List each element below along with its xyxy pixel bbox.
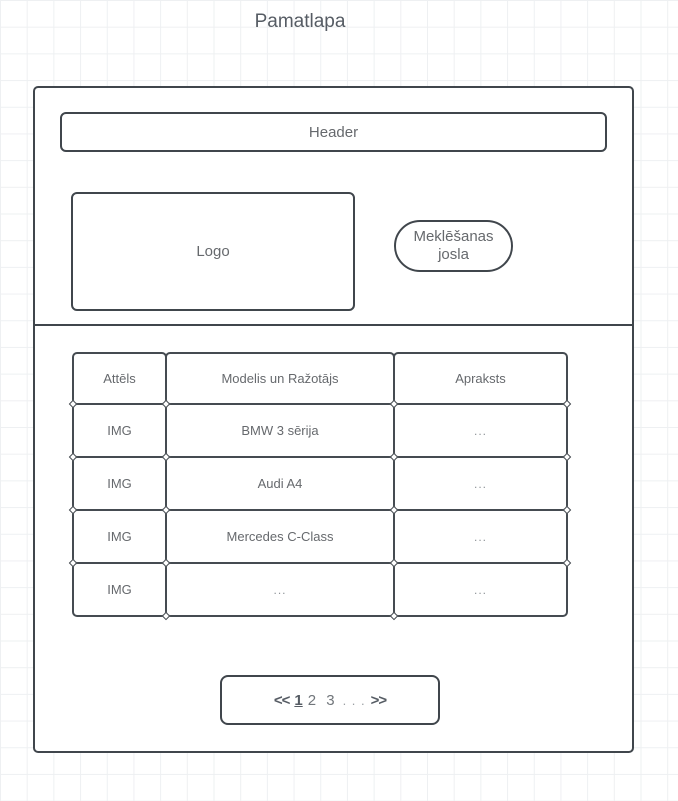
table-cell-image[interactable]: IMG: [72, 456, 167, 511]
header-box[interactable]: [60, 112, 607, 152]
table-cell-image[interactable]: IMG: [72, 562, 167, 617]
table-header-cell[interactable]: Apraksts: [393, 352, 568, 405]
pagination-box[interactable]: [220, 675, 440, 725]
table-cell-model[interactable]: BMW 3 sērija: [165, 403, 395, 458]
table-cell-description[interactable]: ...: [393, 509, 568, 564]
table-cell-description[interactable]: ...: [393, 456, 568, 511]
table-header-cell[interactable]: Modelis un Ražotājs: [165, 352, 395, 405]
table-cell-image[interactable]: IMG: [72, 403, 167, 458]
search-bar-pill[interactable]: [394, 220, 513, 272]
header-label: Header: [308, 123, 359, 141]
pagination-next[interactable]: >>: [370, 691, 387, 709]
logo-label: Logo: [196, 243, 230, 260]
table-cell-model[interactable]: Audi A4: [165, 456, 395, 511]
pagination-page-current[interactable]: 1: [294, 691, 303, 709]
pagination-ellipsis: . . .: [342, 692, 366, 708]
content-divider: [35, 324, 632, 326]
table-cell-description[interactable]: ...: [393, 562, 568, 617]
search-bar-label: Meklēšanas josla: [413, 227, 494, 263]
cars-table: [73, 353, 567, 616]
main-page-frame[interactable]: [33, 86, 634, 753]
table-cell-description[interactable]: ...: [393, 403, 568, 458]
table-header-cell[interactable]: Attēls: [72, 352, 167, 405]
logo-box[interactable]: [71, 192, 355, 311]
pagination-prev[interactable]: <<: [273, 691, 290, 709]
table-cell-model[interactable]: Mercedes C-Class: [165, 509, 395, 564]
page-title: Pamatlapa: [254, 11, 346, 32]
table-cell-model[interactable]: ...: [165, 562, 395, 617]
pagination-pages[interactable]: 2 3: [307, 691, 338, 709]
table-cell-image[interactable]: IMG: [72, 509, 167, 564]
